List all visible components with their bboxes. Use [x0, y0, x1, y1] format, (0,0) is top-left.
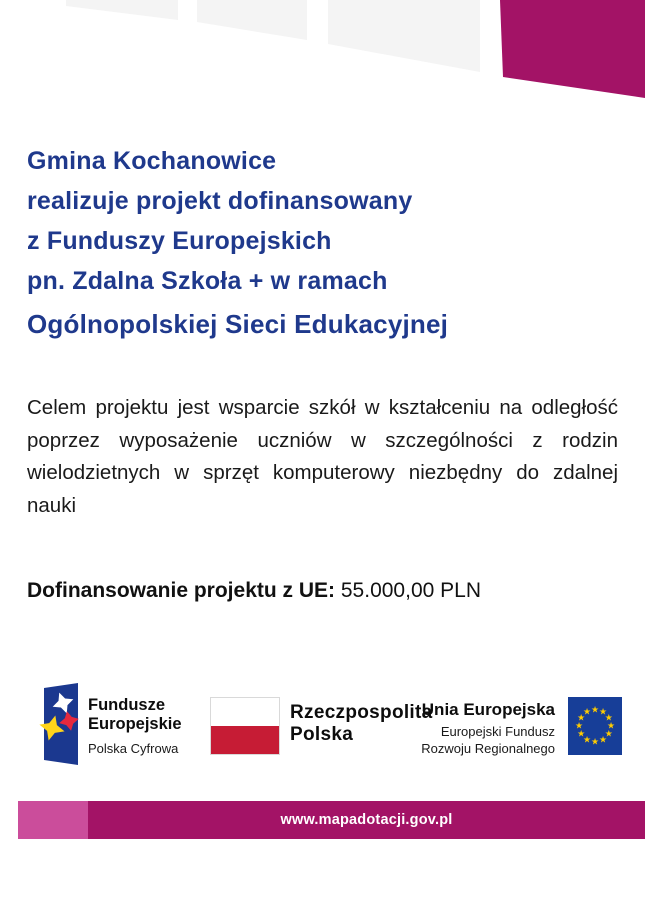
- poland-flag-white-stripe: [211, 698, 279, 726]
- funding-label: Dofinansowanie projektu z UE:: [27, 579, 336, 602]
- title-line-1: Gmina Kochanowice: [27, 147, 277, 175]
- description-line-1: Celem projektu jest wsparcie szkół w kształceniu na odległość: [27, 396, 618, 419]
- fe-logo-text: [88, 696, 182, 756]
- poland-flag-red-stripe: [211, 726, 279, 754]
- eu-flag-icon: [568, 697, 622, 755]
- poland-name-line-1: Rzeczpospolita: [290, 702, 433, 723]
- footer-url: www.mapadotacji.gov.pl: [280, 812, 453, 828]
- title-line-3: z Funduszy Europejskich: [27, 227, 332, 255]
- eu-star-icon: ★: [604, 728, 613, 739]
- eu-star-icon: ★: [604, 712, 613, 723]
- fe-name-line-2: Europejskie: [88, 715, 182, 733]
- eu-star-icon: ★: [590, 704, 600, 715]
- eu-fund-line-1: Europejski Fundusz: [440, 724, 555, 739]
- fe-flag-icon: [43, 681, 79, 765]
- fe-name-line-1: Fundusze: [88, 696, 165, 714]
- eu-star-icon: ★: [590, 736, 600, 747]
- eu-star-icon: ★: [582, 706, 592, 717]
- description-line-4: nauki: [27, 493, 77, 517]
- eu-star-icon: ★: [577, 712, 586, 723]
- top-decoration-band: [0, 0, 645, 110]
- gray-stripe-2: [197, 0, 307, 40]
- title-line-5: Ogólnopolskiej Sieci Edukacyjnej: [27, 309, 449, 339]
- project-description: [27, 392, 618, 522]
- project-title: [27, 141, 627, 344]
- eu-star-icon: ★: [598, 734, 608, 745]
- funding-amount: 55.000,00 PLN: [340, 579, 481, 602]
- footer-bar: [18, 801, 645, 839]
- fe-program-name: Polska Cyfrowa: [88, 741, 179, 756]
- eu-name: Unia Europejska: [421, 700, 555, 719]
- funding-line: [27, 576, 627, 606]
- eu-fund-line-2: Rozwoju Regionalnego: [421, 740, 555, 756]
- eu-star-icon: ★: [574, 720, 584, 731]
- eu-logo-text: [395, 700, 555, 757]
- eu-star-icon: ★: [598, 706, 608, 717]
- gray-stripe-1: [66, 0, 178, 20]
- magenta-corner-shape: [500, 0, 645, 98]
- description-line-3: wielodzietnych w sprzęt komputerowy niezbędny do zdalnej: [27, 461, 618, 484]
- poland-name-line-2: Polska: [290, 724, 354, 745]
- footer-accent-block: [18, 801, 88, 839]
- description-line-2: poprzez wyposażenie uczniów w szczególności z rodzin: [27, 428, 618, 452]
- title-line-4: pn. Zdalna Szkoła + w ramach: [27, 267, 388, 295]
- eu-star-icon: ★: [577, 728, 586, 739]
- eu-star-icon: ★: [582, 734, 592, 745]
- gray-stripe-3: [328, 0, 480, 72]
- title-line-2: realizuje projekt dofinansowany: [27, 187, 413, 215]
- poland-flag-icon: [210, 697, 280, 755]
- eu-star-icon: ★: [606, 720, 616, 731]
- eu-flag-stars: [568, 697, 622, 755]
